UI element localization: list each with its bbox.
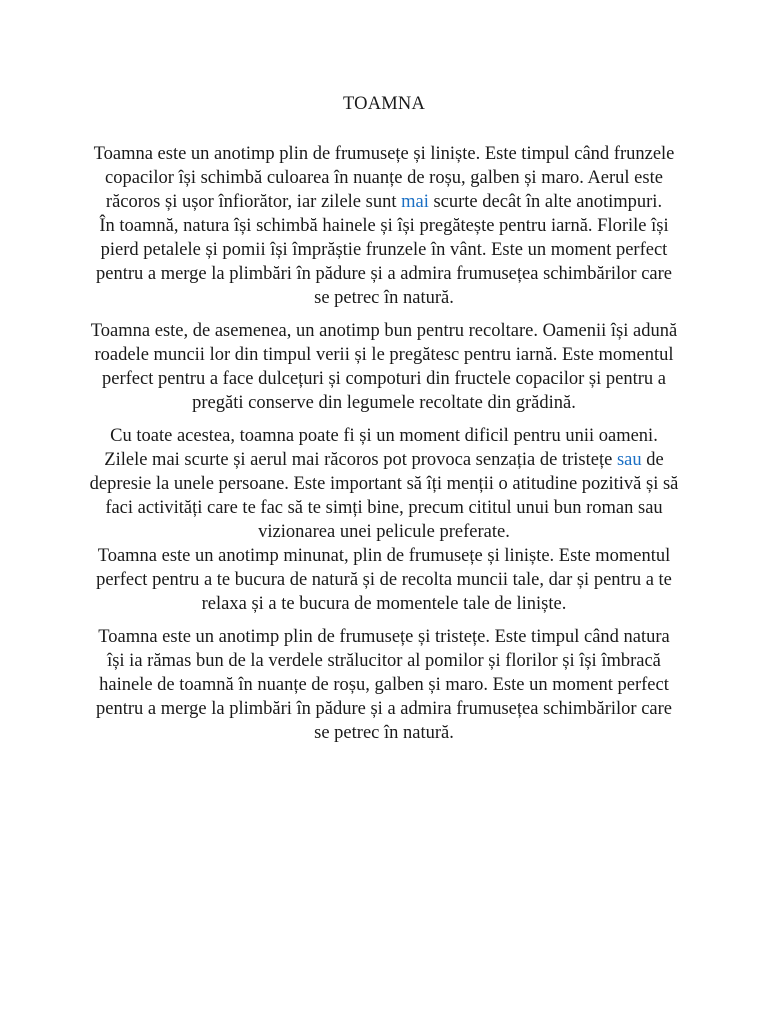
paragraph-3: Toamna este, de asemenea, un anotimp bun pentru recoltare. Oamenii își adună roadele muncii lor din timpul verii și le pregătesc pentru iarnă. Este momentul perfect pentru a face dulcețuri și compoturi din fructele copacilor și pentru a pregăti conserve din legumele recoltate din grădină.: [90, 321, 678, 413]
paragraph-4: [88, 424, 680, 544]
paragraph-1: [88, 142, 680, 214]
paragraph-1-text-b: scurte decât în alte anotimpuri.: [428, 192, 663, 212]
paragraph-1-text-a: Toamna este un anotimp plin de frumusețe și liniște. Este timpul când frunzele copacilor își schimbă culoarea în nuanțe de roșu, galben și maro. Aerul este răcoros și ușor înfiorător, iar zilele sunt: [93, 144, 675, 212]
paragraph-4-text-b: de depresie la unele persoane. Este important să îți menții o atitudine pozitivă și să faci activități care te fac să te simți bine, precum cititul unui bun roman sau vizionarea unei pelicule preferate.: [89, 450, 679, 542]
document-page: [88, 92, 680, 745]
paragraph-4-text-a: Cu toate acestea, toamna poate fi și un moment dificil pentru unii oameni. Zilele mai scurte și aerul mai răcoros pot provoca senzația de tristețe: [104, 426, 658, 470]
paragraph-6: Toamna este un anotimp plin de frumusețe și tristețe. Este timpul când natura își ia rămas bun de la verdele strălucitor al pomilor și florilor și își îmbracă hainele de toamnă în nuanțe de roșu, galben și maro. Este un moment perfect pentru a merge la plimbări în pădure și a admira frumusețea schimbărilor care se petrec în natură.: [95, 627, 672, 743]
inline-link-mai[interactable]: mai: [401, 192, 429, 212]
paragraph-2: În toamnă, natura își schimbă hainele și își pregătește pentru iarnă. Florile își pierd petalele și pomii își împrăștie frunzele în vânt. Este un moment perfect pentru a merge la plimbări în pădure și a admira frumusețea schimbărilor care se petrec în natură.: [95, 216, 672, 308]
inline-link-sau[interactable]: sau: [616, 450, 642, 470]
paragraph-5: Toamna este un anotimp minunat, plin de frumusețe și liniște. Este momentul perfect pentru a te bucura de natură și de recolta muncii tale, dar și pentru a te relaxa și a te bucura de momentele tale de liniște.: [96, 546, 672, 614]
document-title: TOAMNA: [342, 94, 426, 114]
